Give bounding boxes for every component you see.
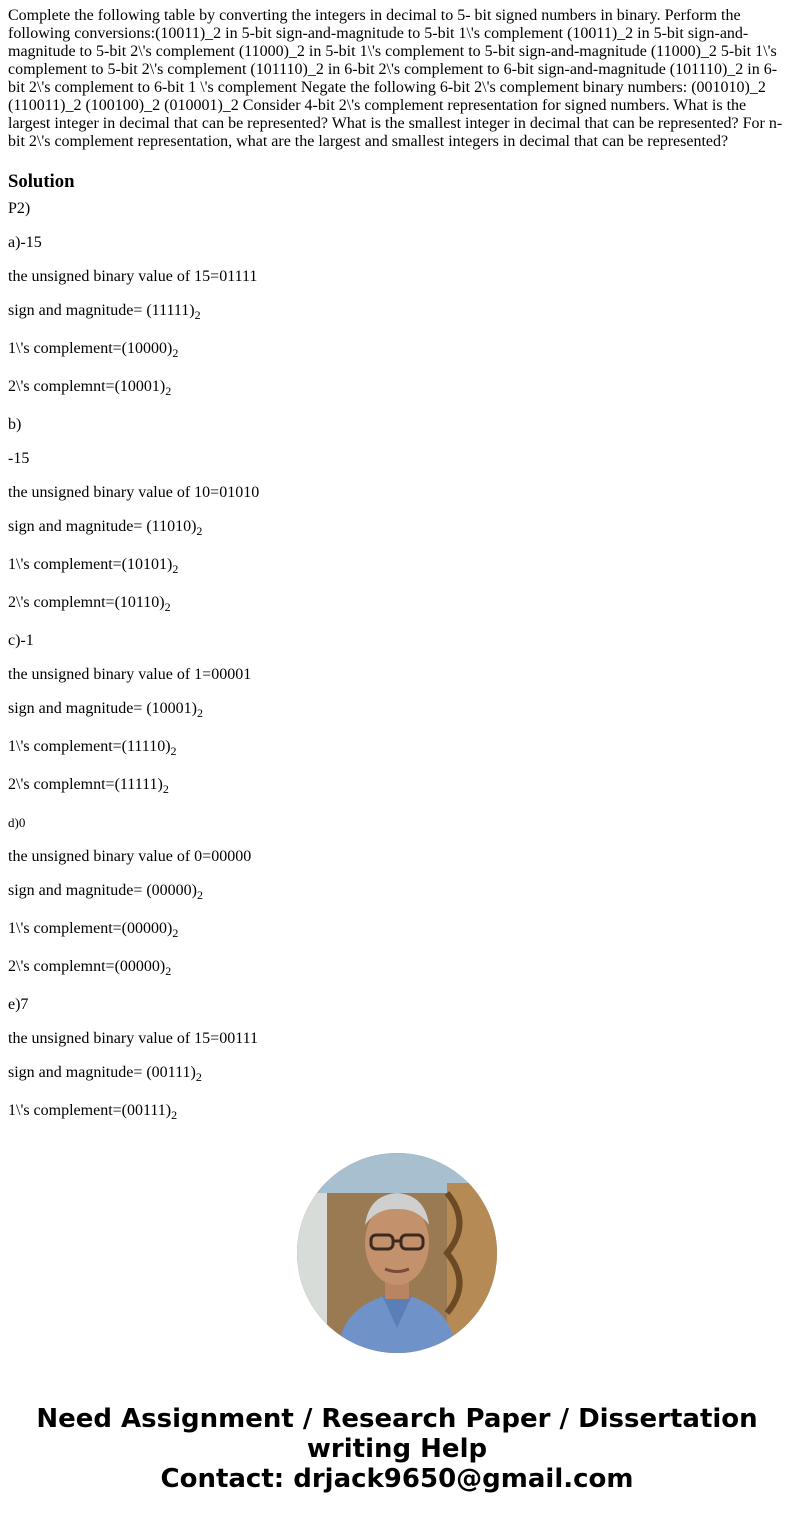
solution-line-text: e)7	[8, 996, 29, 1013]
footer-line-3: Contact: drjack9650@gmail.com	[160, 1464, 634, 1494]
solution-line	[8, 814, 259, 832]
solution-line	[8, 848, 259, 866]
solution-line-text: 1\'s complement=(10000)	[8, 340, 173, 357]
solution-line-text: 1\'s complement=(00000)	[8, 920, 173, 937]
author-avatar	[297, 1153, 497, 1353]
solution-line	[8, 700, 259, 718]
solution-line-text: P2)	[8, 200, 31, 217]
solution-line	[8, 666, 259, 684]
footer-line-1: Need Assignment / Research Paper / Dissertation	[36, 1404, 758, 1434]
solution-line	[8, 738, 259, 756]
solution-line	[8, 556, 259, 574]
solution-line	[8, 882, 259, 900]
solution-line-text: the unsigned binary value of 10=01010	[8, 484, 260, 501]
base-subscript: 2	[172, 562, 179, 576]
solution-line-text: sign and magnitude= (10001)	[8, 700, 197, 717]
base-subscript: 2	[171, 1108, 178, 1122]
solution-line-text: 1\'s complement=(00111)	[8, 1102, 172, 1119]
solution-line-text: the unsigned binary value of 1=00001	[8, 666, 252, 683]
solution-line-text: the unsigned binary value of 15=01111	[8, 268, 258, 285]
base-subscript: 2	[195, 1070, 202, 1084]
question-text: Complete the following table by converting the integers in decimal to 5- bit signed numbers in binary. Perform the following conversions:(10011)_2 in 5-bit sign-and-magnitude to 5-bit 1\'s complement (10011)_2 in 5-bit sign-and-magnitude to 5-bit 2\'s complement (11000)_2 in 5-bit 1\'s complement to 5-bit sign-and-magnitude (11000)_2 5-bit 1\'s complement to 5-bit 2\'s complement (101110)_2 in 6-bit 2\'s complement to 6-bit sign-and-magnitude (101110)_2 in 6-bit 2\'s complement to 6-bit 1 \'s complement Negate the following 6-bit 2\'s complement binary numbers: (001010)_2 (110011)_2 (100100)_2 (010001)_2 Consider 4-bit 2\'s complement representation for signed numbers. What is the largest integer in decimal that can be represented? What is the smallest integer in decimal that can be represented? For n-bit 2\'s complement representation, what are the largest and smallest integers in decimal that can be represented?	[8, 7, 783, 150]
solution-line	[8, 920, 259, 938]
solution-line	[8, 340, 259, 358]
solution-line	[8, 518, 259, 536]
solution-line	[8, 484, 259, 502]
base-subscript: 2	[165, 964, 172, 978]
solution-line-text: sign and magnitude= (11010)	[8, 518, 197, 535]
solution-line	[8, 416, 259, 434]
base-subscript: 2	[197, 888, 203, 902]
solution-line-text: 2\'s complemnt=(00000)	[8, 958, 166, 975]
solution-lines	[8, 200, 259, 1122]
solution-line-text: 1\'s complement=(11110)	[8, 738, 171, 755]
solution-line-text: the unsigned binary value of 0=00000	[8, 848, 252, 865]
solution-line	[8, 378, 259, 396]
solution-line	[8, 594, 259, 612]
solution-line-text: -15	[8, 450, 30, 467]
base-subscript: 2	[172, 346, 179, 360]
base-subscript: 2	[165, 384, 172, 398]
solution-body	[0, 200, 794, 1122]
solution-line-text: the unsigned binary value of 15=00111	[8, 1030, 259, 1047]
base-subscript: 2	[172, 926, 179, 940]
solution-line	[8, 1030, 259, 1048]
base-subscript: 2	[197, 706, 203, 720]
base-subscript: 2	[196, 524, 203, 538]
author-portrait-image	[297, 1153, 497, 1353]
solution-line-text: b)	[8, 416, 22, 433]
solution-heading: Solution	[8, 171, 75, 192]
solution-line	[8, 450, 259, 468]
solution-line	[8, 234, 259, 252]
solution-line-text: 1\'s complement=(10101)	[8, 556, 173, 573]
solution-line	[8, 776, 259, 794]
solution-line	[8, 1102, 259, 1120]
solution-line	[8, 996, 259, 1014]
solution-line-text: 2\'s complemnt=(11111)	[8, 776, 163, 793]
solution-line	[8, 302, 259, 320]
solution-line	[8, 632, 259, 650]
solution-line-text: sign and magnitude= (11111)	[8, 302, 195, 319]
base-subscript: 2	[162, 782, 169, 796]
solution-line-text: d)0	[8, 815, 26, 830]
footer-banner	[0, 1404, 794, 1494]
base-subscript: 2	[194, 308, 201, 322]
base-subscript: 2	[164, 600, 171, 614]
solution-line	[8, 1064, 259, 1082]
solution-line	[8, 958, 259, 976]
solution-line-text: sign and magnitude= (00111)	[8, 1064, 196, 1081]
solution-line-text: 2\'s complemnt=(10001)	[8, 378, 166, 395]
solution-line	[8, 268, 259, 286]
solution-line	[8, 200, 259, 218]
solution-line-text: 2\'s complemnt=(10110)	[8, 594, 165, 611]
footer-line-2: writing Help	[306, 1434, 488, 1464]
solution-line-text: a)-15	[8, 234, 42, 251]
solution-line-text: sign and magnitude= (00000)	[8, 882, 197, 899]
solution-line-text: c)-1	[8, 632, 34, 649]
base-subscript: 2	[170, 744, 177, 758]
